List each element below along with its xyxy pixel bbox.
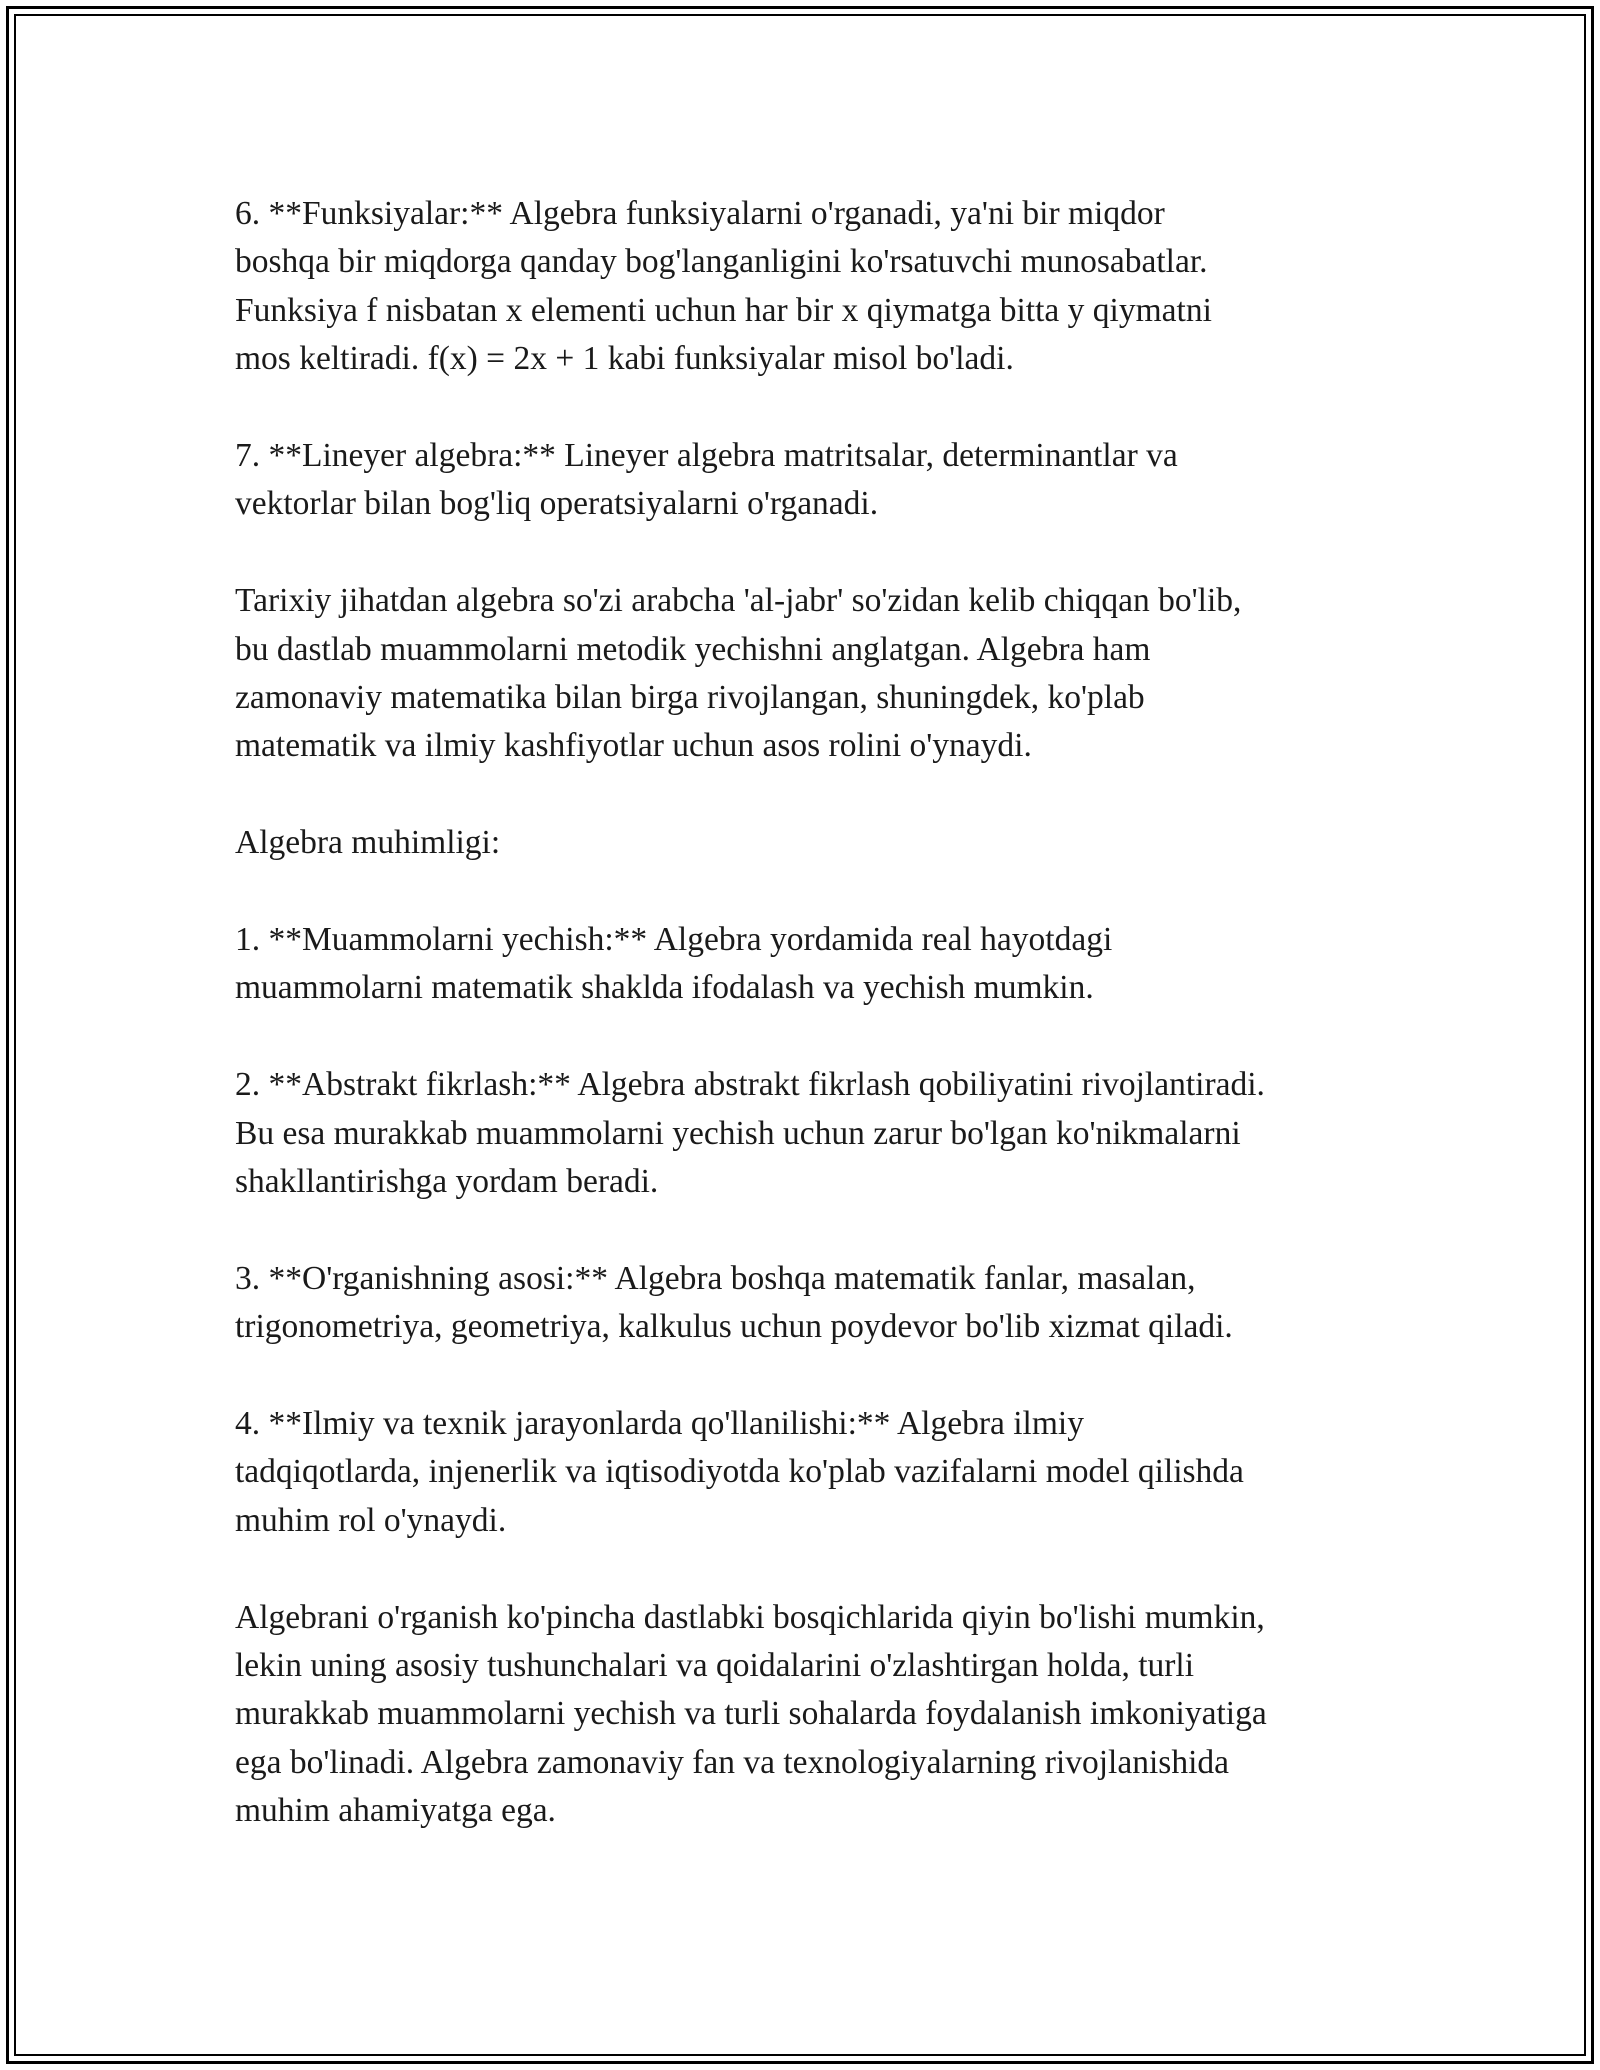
text-line: 1. **Muammolarni yechish:** Algebra yordamida real hayotdagi [235,921,1113,959]
paragraph-muammolarni-yechish [235,916,1385,1013]
text-line: 7. **Lineyer algebra:** Lineyer algebra matritsalar, determinantlar va [235,437,1178,475]
text-line: muammolarni matematik shaklda ifodalash va yechish mumkin. [235,969,1094,1007]
text-line: 2. **Abstrakt fikrlash:** Algebra abstrakt fikrlash qobiliyatini rivojlantiradi. [235,1066,1265,1104]
text-line: 6. **Funksiyalar:** Algebra funksiyalarni o'rganadi, ya'ni bir miqdor [235,195,1165,232]
text-line: matematik va ilmiy kashfiyotlar uchun asos rolini o'ynaydi. [235,727,1032,765]
paragraph-abstrakt-fikrlash [235,1061,1385,1206]
text-line: zamonaviy matematika bilan birga rivojlangan, shuningdek, ko'plab [235,679,1145,717]
text-line: ega bo'linadi. Algebra zamonaviy fan va texnologiyalarning rivojlanishida [235,1743,1229,1781]
text-line: boshqa bir miqdorga qanday bog'langanligini ko'rsatuvchi munosabatlar. [235,243,1208,281]
paragraph-funksiyalar [235,190,1385,384]
text-line: mos keltiradi. f(x) = 2x + 1 kabi funksiyalar misol bo'ladi. [235,340,1014,378]
text-line: muhim rol o'ynaydi. [235,1501,507,1539]
paragraph-xulosa [235,1594,1385,1836]
text-line: 4. **Ilmiy va texnik jarayonlarda qo'llanilishi:** Algebra ilmiy [235,1405,1084,1443]
paragraph-heading-muhimligi [235,819,1385,867]
text-line: muhim ahamiyatga ega. [235,1792,556,1830]
text-line: lekin uning asosiy tushunchalari va qoidalarini o'zlashtirgan holda, turli [235,1647,1195,1685]
paragraph-lineyer-algebra [235,432,1385,529]
text-line: murakkab muammolarni yechish va turli sohalarda foydalanish imkoniyatiga [235,1695,1267,1733]
paragraph-organishning-asosi [235,1255,1385,1352]
text-line: 3. **O'rganishning asosi:** Algebra boshqa matematik fanlar, masalan, [235,1259,1196,1297]
paragraph-ilmiy-texnik [235,1400,1385,1545]
text-line: Bu esa murakkab muammolarni yechish uchun zarur bo'lgan ko'nikmalarni [235,1114,1241,1152]
text-line: tadqiqotlarda, injenerlik va iqtisodiyotda ko'plab vazifalarni model qilishda [235,1453,1244,1491]
section-heading: Algebra muhimligi: [235,824,501,862]
text-line: Funksiya f nisbatan x elementi uchun har bir x qiymatga bitta y qiymatni [235,291,1212,329]
text-line: trigonometriya, geometriya, kalkulus uchun poydevor bo'lib xizmat qiladi. [235,1308,1233,1346]
paragraph-tarixiy [235,577,1385,771]
text-line: Tarixiy jihatdan algebra so'zi arabcha 'al-jabr' so'zidan kelib chiqqan bo'lib, [235,582,1242,620]
text-line: shakllantirishga yordam beradi. [235,1163,659,1201]
text-line: vektorlar bilan bog'liq operatsiyalarni o'rganadi. [235,485,879,523]
document-body [235,190,1385,1884]
text-line: Algebrani o'rganish ko'pincha dastlabki bosqichlarida qiyin bo'lishi mumkin, [235,1598,1265,1636]
text-line: bu dastlab muammolarni metodik yechishni anglatgan. Algebra ham [235,630,1151,668]
